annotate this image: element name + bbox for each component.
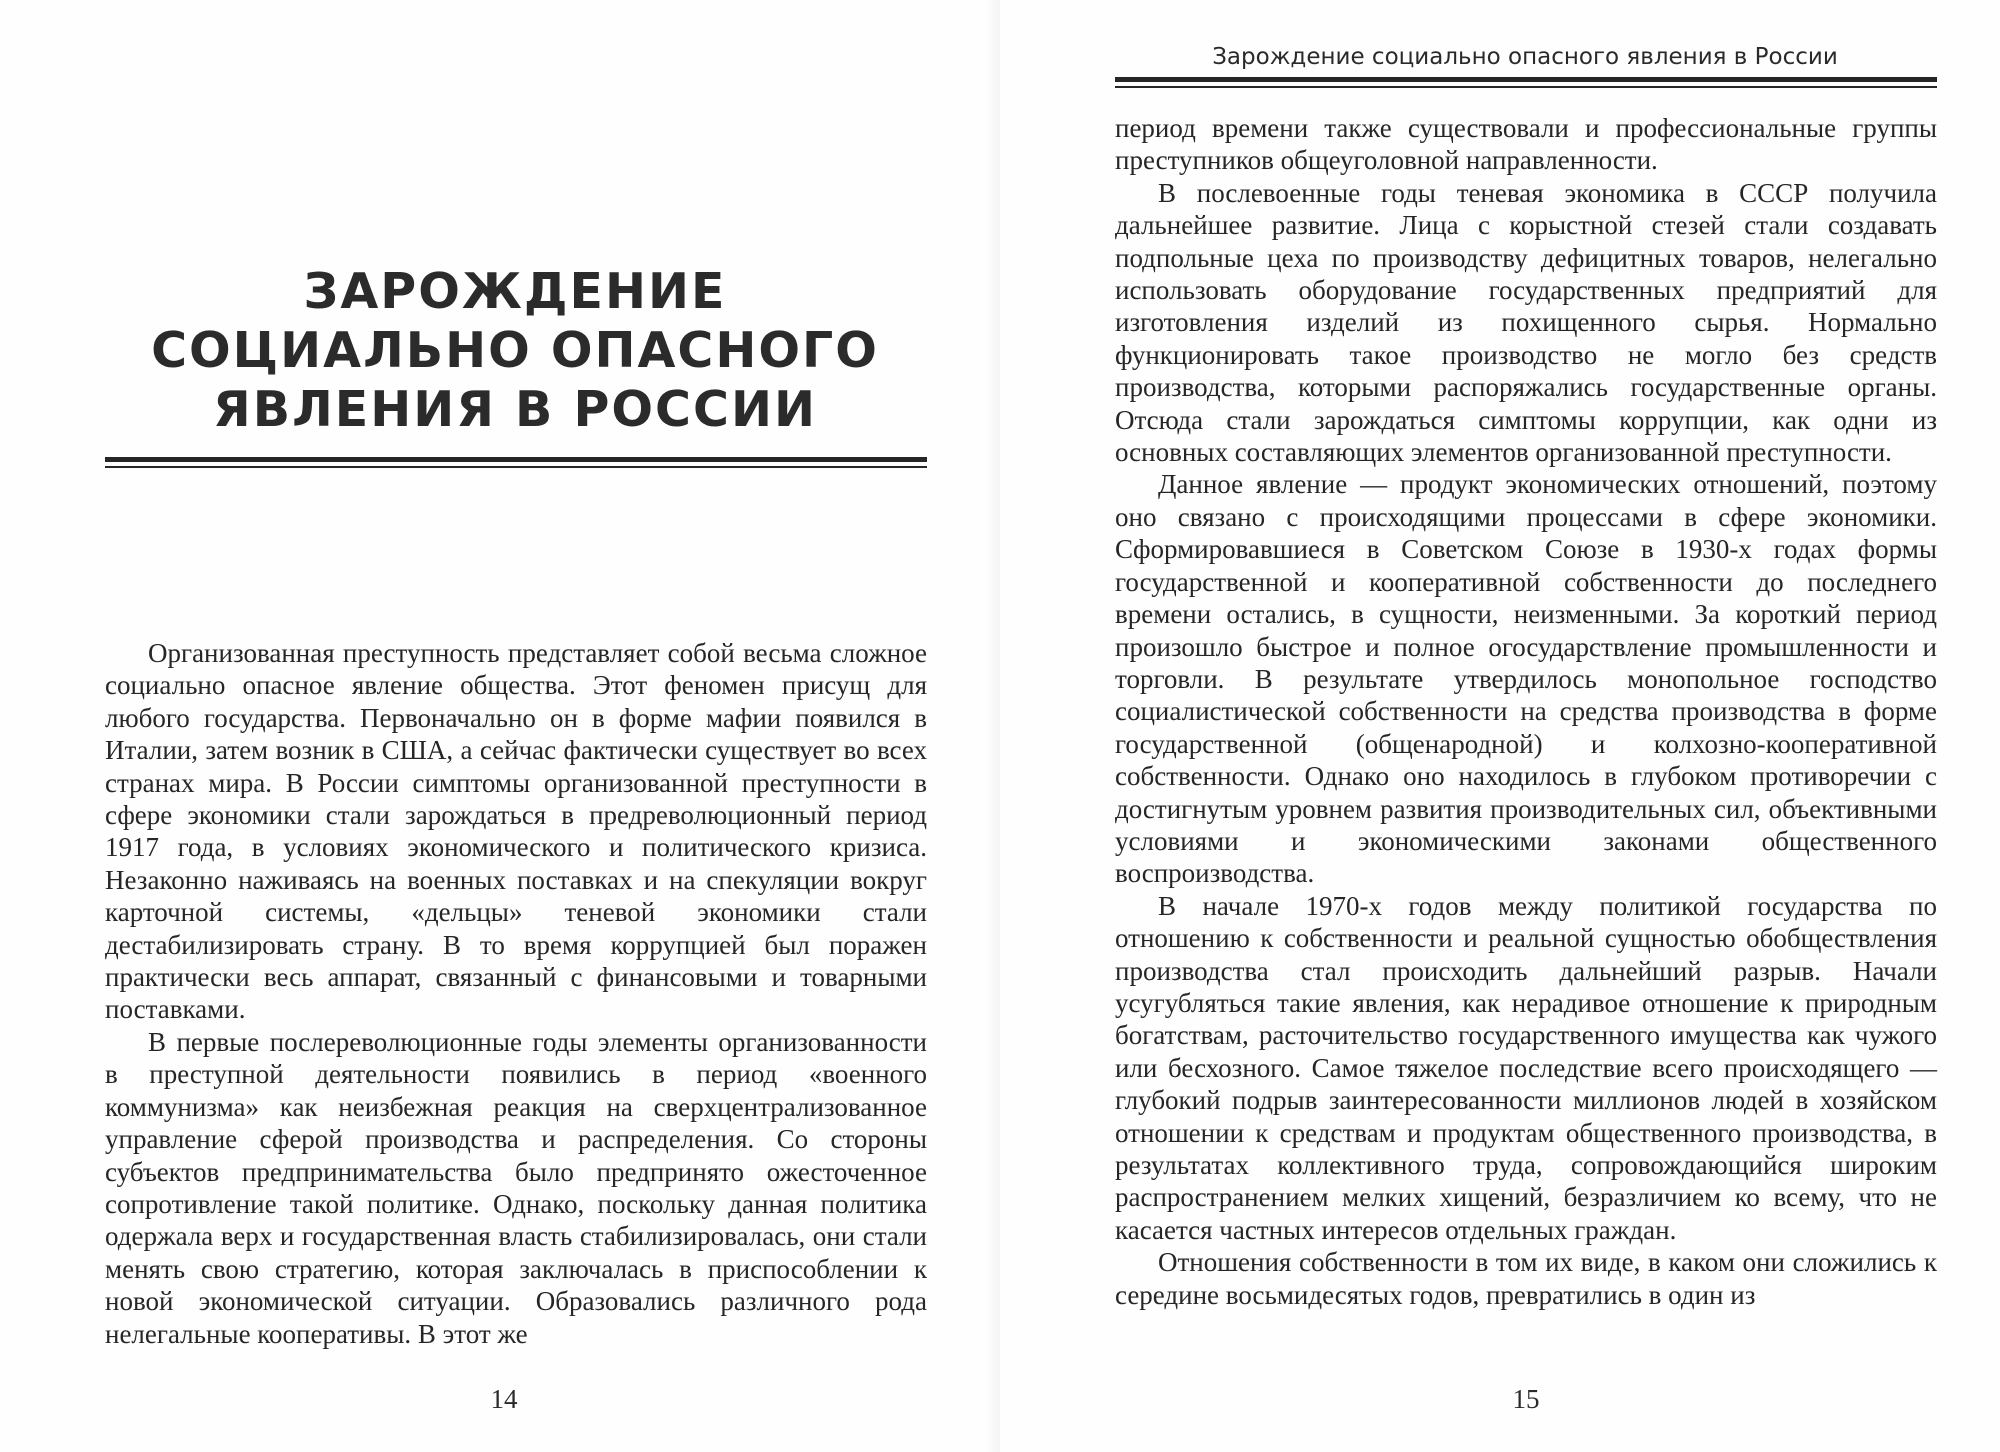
paragraph: Отношения собственности в том их виде, в каком они сложились к середине восьмидесятых годов, превратились в один из [1115,1247,1937,1310]
paragraph: Организованная преступность представляет собой весьма сложное социально опасное явление общества. Этот феномен присущ для любого государства. Первоначально он в форме мафии появился в Италии, затем возник в США, а сейчас фактически существует во всех странах мира. В России симптомы организованной преступности в сфере экономики стали зарождаться в предреволюционный период 1917 года, в условиях экономического и политического кризиса. Незаконно наживаясь на военных поставках и на спекуляции вокруг карточной системы, «дельцы» теневой экономики стали дестабилизировать страну. В то время коррупцией был поражен практически весь аппарат, связанный с финансовыми и товарными поставками. [105,638,927,1025]
page-number-right: 15 [1512,1384,1540,1414]
chapter-title-line: ЗАРОЖДЕНИЕ [303,263,727,320]
right-body-text [1115,112,1937,1311]
page-number-left: 14 [490,1384,518,1414]
paragraph: Данное явление — продукт экономических отношений, поэтому оно связано с происходящими процессами в сфере экономики. Сформировавшиеся в Советском Союзе в 1930-х годах формы государственной и кооперативной собственности до последнего времени остались, в сущности, неизменными. За короткий период произошло быстрое и полное огосударствление промышленности и торговли. В результате утвердилось монопольное господство социалистической собственности на средства производства в форме государственной (общенародной) и колхозно-кооперативной собственности. Однако оно находилось в глубоком противоречии с достигнутым уровнем развития производительных сил, объективными условиями и экономическими законами общественного воспроизводства. [1115,469,1937,889]
title-rule-thick [105,457,927,462]
running-head: Зарождение социально опасного явления в России [1212,44,1838,70]
chapter-title-line: ЯВЛЕНИЯ В РОССИИ [213,381,817,438]
paragraph: В послевоенные годы теневая экономика в СССР получила дальнейшее развитие. Лица с корыстной стезей стали создавать подпольные цеха по производству дефицитных товаров, нелегально использовать оборудование государственных предприятий для изготовления изделий из похищенного сырья. Нормально функционировать такое производство не могло без средств производства, которыми распоряжались государственные органы. Отсюда стали зарождаться симптомы коррупции, как одни из основных составляющих элементов организованной преступности. [1115,177,1937,468]
chapter-title-line: СОЦИАЛЬНО ОПАСНОГО [151,322,879,379]
header-rule-thin [1115,86,1937,88]
paragraph: В первые послереволюционные годы элементы организованности в преступной деятельности появились в период «военного коммунизма» как неизбежная реакция на сверхцентрализованное управление сферой производства и распределения. Со стороны субъектов предпринимательства было предпринято ожесточенное сопротивление такой политике. Однако, поскольку данная политика одержала верх и государственная власть стабилизировалась, они стали менять свою стратегию, которая заключалась в приспособлении к новой экономической ситуации. Образовались различного рода нелегальные кооперативы. В этот же [105,1026,927,1349]
chapter-title [105,262,925,439]
header-rule-thick [1115,77,1937,82]
left-body-text [105,637,927,1350]
paragraph-continuation: период времени также существовали и профессиональные группы преступников общеуголовной направленности. [1115,113,1937,176]
title-rule-thin [105,466,927,468]
paragraph: В начале 1970-х годов между политикой государства по отношению к собственности и реальной сущностью обобществления производства стал происходить дальнейший разрыв. Начали усугубляться такие явления, как нерадивое отношение к природным богатствам, расточительство государственного имущества как чужого или бесхозного. Самое тяжелое последствие всего происходящего — глубокий подрыв заинтересованности миллионов людей в хозяйском отношении к средствам и продуктам общественного производства, в результатах коллективного труда, сопровождающийся широким распространением мелких хищений, безразличием ко всему, что не касается частных интересов отдельных граждан. [1115,890,1937,1245]
